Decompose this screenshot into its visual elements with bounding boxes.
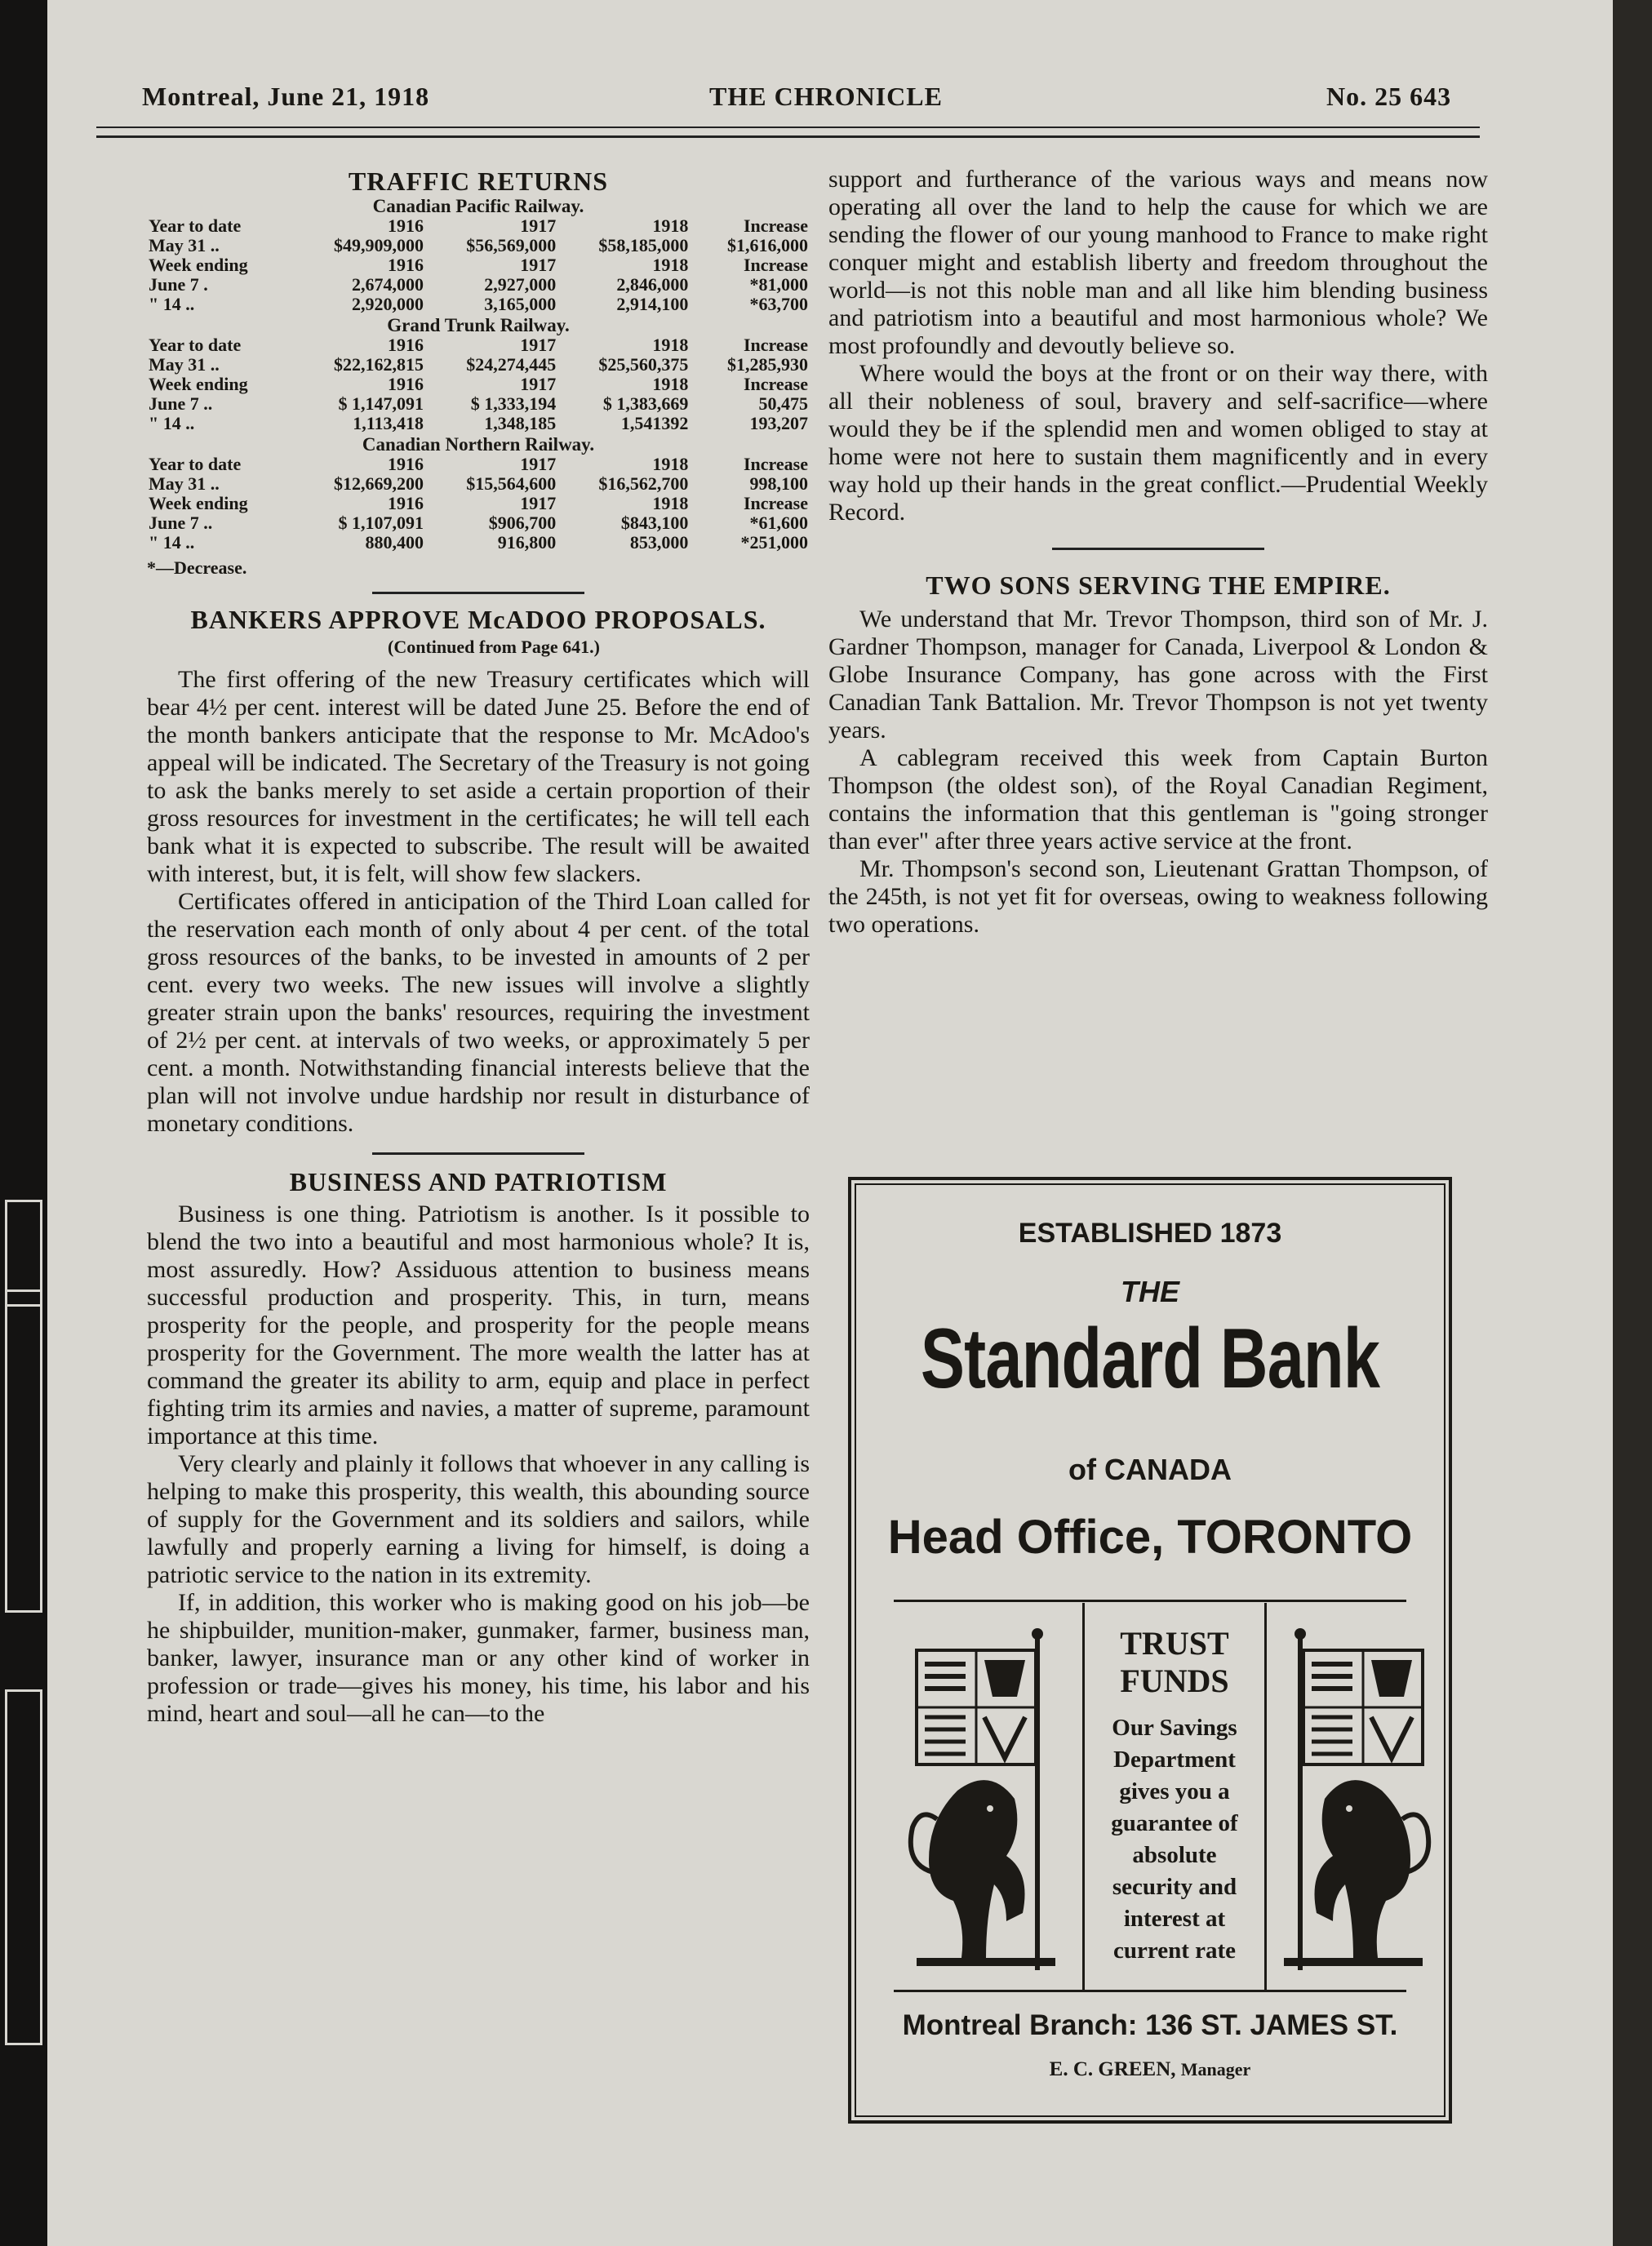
table-cell: May 31 .. [149,473,220,494]
table-cell: Increase [743,335,808,355]
ad-trust-line: interest at [1123,1906,1226,1932]
header-publication-title: THE CHRONICLE [709,82,943,111]
table-cell: *61,600 [749,513,808,533]
bankers-paragraph: Certificates offered in anticipation of the Third Loan called for the reservation each month of only about 4 per cent. of the total gross resources of the banks, to be invested in amounts of 2 per cent. every two weeks. The new issues will involve a slightly greater strain upon the banks' resources, requiring the investment of 2½ per cent. at intervals of two weeks, or approximately 5 per cent. a month. Notwithstanding financial interests believe that the plan will not involve undue hardship nor result in disturbance of monetary conditions. [147,888,810,1137]
lion-flag-crest-icon [900,1627,1064,1978]
ad-established: ESTABLISHED 1873 [1018,1218,1282,1249]
table-cell: $16,562,700 [598,473,689,494]
table-cell: Year to date [149,335,242,355]
binding-gutter [0,0,47,2246]
table-cell: " 14 .. [149,413,195,433]
ad-trust-line: TRUST [1120,1625,1229,1662]
table-cell: 853,000 [629,532,689,553]
ad-manager-title: Manager [1180,2059,1251,2080]
table-cell: 1918 [652,493,689,513]
two-sons-paragraph: We understand that Mr. Trevor Thompson, third son of Mr. J. Gardner Thompson, manager for Canada, Liverpool & London & Globe Insurance Company, has gone across with the First Canadian Tank Battalion. Mr. Trevor Thompson is not yet twenty years. [828,606,1488,743]
table-cell: $906,700 [488,513,557,533]
ad-trust-heading [1082,1625,1267,1700]
table-cell: 1,113,418 [353,413,424,433]
table-row [147,275,810,295]
ad-bank-name: Standard Bank [920,1312,1380,1406]
header-rule [96,127,1480,138]
table-cell: 2,674,000 [351,274,424,295]
table-cell: 1916 [387,493,424,513]
table-cell: 1918 [652,374,689,394]
table-cell: Increase [743,374,808,394]
table-cell: 998,100 [749,473,808,494]
ad-trust-body [1082,1712,1267,1967]
table-cell: 193,207 [749,413,808,433]
table-cell: 2,914,100 [616,294,689,314]
table-cell: 1,348,185 [484,413,557,433]
table-cell: Week ending [149,374,248,394]
table-cell: $25,560,375 [598,354,689,375]
ad-trust-line: FUNDS [1120,1662,1229,1699]
table-cell: 1917 [520,493,557,513]
business-continuation: support and furtherance of the various ways and means now operating all over the land to help the cause for which we are sending the flower of our young manhood to France to make right conquer might and establish liberty and freedom throughout the world—is not this noble man and all like him blending business and patriotism into a beautiful and most harmonious whole? We most profoundly and devoutly believe so. [828,166,1488,359]
table-cell: $49,909,000 [333,235,424,255]
table-cell: Increase [743,255,808,275]
table-cell: May 31 .. [149,354,220,375]
table-cell: 880,400 [365,532,424,553]
table-cell: $12,669,200 [333,473,424,494]
table-cell: $1,285,930 [727,354,808,375]
ad-trust-line: guarantee of [1111,1810,1238,1836]
business-continuation: Where would the boys at the front or on their way there, with all their nobleness of soul, bravery and self-sacrifice—where would they be if the splendid men and women obliged to stay at home were not here to sustain them magnificently and in every way hold up their hands in the great conflict.—Prudential Weekly Record. [828,360,1488,526]
ad-rule [894,1990,1406,1992]
table-cell: May 31 .. [149,235,220,255]
table-cell: $ 1,107,091 [338,513,424,533]
table-cell: $56,569,000 [466,235,557,255]
table-cell: Week ending [149,493,248,513]
table-row [147,394,810,414]
two-sons-paragraph: A cablegram received this week from Captain Burton Thompson (the oldest son), of the Royal Canadian Regiment, contains the information that this gentleman is "going stronger than ever" after three years active service at the front. [828,744,1488,854]
table-row [147,513,810,533]
table-cell: Increase [743,454,808,474]
table-cell: 1917 [520,374,557,394]
table-cell: " 14 .. [149,294,195,314]
header-dateline: Montreal, June 21, 1918 [142,82,430,111]
table-cell: " 14 .. [149,532,195,553]
table-row [147,474,810,494]
table-row [147,455,810,474]
table-row [147,236,810,255]
ad-trust-line: Our Savings [1112,1715,1237,1741]
table-cell: $15,564,600 [466,473,557,494]
table-cell: $843,100 [620,513,689,533]
table-cell: Year to date [149,215,242,236]
ad-trust-line: absolute [1132,1842,1217,1868]
table-row [147,295,810,314]
railway-name: Grand Trunk Railway. [387,315,570,335]
table-cell: June 7 .. [149,513,213,533]
right-column [828,166,1488,939]
table-cell: $22,162,815 [333,354,424,375]
table-cell: 1916 [387,215,424,236]
ad-the: THE [1121,1275,1179,1308]
bankers-title: BANKERS APPROVE McADOO PROPOSALS. [190,605,766,634]
two-sons-title: TWO SONS SERVING THE EMPIRE. [926,570,1391,600]
table-cell: 2,846,000 [616,274,689,295]
table-cell: June 7 . [149,274,208,295]
table-cell: 2,927,000 [484,274,557,295]
table-cell: 1918 [652,215,689,236]
page-right-edge [1613,0,1652,2246]
business-paragraph: If, in addition, this worker who is making good on his job—be he shipbuilder, munition-maker, gunmaker, farmer, business man, banker, lawyer, insurance man or any other kind of worker in profession or trade—gives his money, his time, his labor and his mind, heart and soul—all he can—to the [147,1589,810,1727]
table-cell: 1918 [652,335,689,355]
table-cell: 3,165,000 [484,294,557,314]
table-row [147,255,810,275]
table-row [147,494,810,513]
ad-rule [894,1600,1406,1602]
table-cell: Week ending [149,255,248,275]
ad-trust-line: Department [1113,1747,1236,1773]
ad-trust-line: security and [1112,1874,1237,1900]
table-cell: $ 1,147,091 [338,393,424,414]
railway-name: Canadian Northern Railway. [362,434,595,455]
table-cell: 1916 [387,454,424,474]
table-cell: $24,274,445 [466,354,557,375]
section-divider [1052,548,1264,550]
left-column [147,167,810,1728]
table-cell: $ 1,383,669 [602,393,689,414]
table-cell: $58,185,000 [598,235,689,255]
table-cell: $1,616,000 [727,235,808,255]
bankers-paragraph: The first offering of the new Treasury certificates which will bear 4½ per cent. interest will be dated June 25. Before the end of the month bankers anticipate that the response to Mr. McAdoo's appeal will be indicated. The Secretary of the Treasury is not going to ask the banks merely to set aside a certain proportion of their gross resources for investment in the certificates; he will tell each bank what it is expected to subscribe. The result will be awaited with interest, but, it is felt, will show few slackers. [147,666,810,887]
table-row [147,533,810,553]
table-cell: 916,800 [497,532,557,553]
table-cell: 1,541392 [620,413,689,433]
table-row [147,375,810,394]
header-page-number: No. 25 643 [1326,82,1452,111]
page-edge-tab [5,1289,42,1613]
table-cell: 1917 [520,215,557,236]
section-divider [372,592,584,594]
traffic-returns-table [147,195,810,553]
ad-trust-line: current rate [1112,1938,1237,1964]
table-row [147,355,810,375]
table-row [147,216,810,236]
table-cell: June 7 .. [149,393,213,414]
ad-head-office: Head Office, TORONTO [887,1511,1413,1564]
ad-branch-address: Montreal Branch: 136 ST. JAMES ST. [902,2009,1398,2041]
ad-manager-name: E. C. GREEN, [1049,2058,1176,2080]
business-paragraph: Business is one thing. Patriotism is another. Is it possible to blend the two into a beautiful and most harmonious whole? It is, most assuredly. How? Assiduous attention to business means successful production and prosperity. This, in turn, means prosperity for the people, and prosperity for the people means prosperity for the Government. The more wealth the latter has at command the greater its ability to arm, equip and place in perfect fighting trim its armies and navies, a matter of supreme, paramount importance at this time. [147,1201,810,1449]
table-cell: *81,000 [749,274,808,295]
table-cell: *63,700 [749,294,808,314]
table-row [147,335,810,355]
table-cell: 1917 [520,255,557,275]
business-paragraph: Very clearly and plainly it follows that whoever in any calling is helping to make this prosperity, this wealth, this abounding source of supply for the Government and its soldiers and sailors, while lawfully and properly earning a living for himself, is doing a patriotic service to the nation in its extremity. [147,1450,810,1588]
table-cell: 1917 [520,335,557,355]
table-cell: 1916 [387,374,424,394]
table-cell: 1918 [652,454,689,474]
table-cell: 2,920,000 [351,294,424,314]
ad-trust-line: gives you a [1119,1778,1230,1804]
table-cell: 1918 [652,255,689,275]
table-cell: *251,000 [740,532,808,553]
table-cell: Year to date [149,454,242,474]
table-row [147,414,810,433]
table-cell: $ 1,333,194 [470,393,557,414]
ad-manager [851,2058,1449,2081]
table-cell: 1916 [387,255,424,275]
business-title: BUSINESS AND PATRIOTISM [289,1167,668,1196]
table-cell: 1917 [520,454,557,474]
section-divider [372,1152,584,1155]
ad-of-canada: of CANADA [1068,1453,1232,1486]
lion-flag-crest-icon [1276,1627,1439,1978]
standard-bank-advertisement [848,1177,1452,2124]
bankers-continued-note: (Continued from Page 641.) [388,637,600,657]
table-cell: 50,475 [758,393,808,414]
table-cell: Increase [743,215,808,236]
two-sons-paragraph: Mr. Thompson's second son, Lieutenant Grattan Thompson, of the 245th, is not yet fit for overseas, owing to weakness following two operations. [828,855,1488,938]
traffic-footnote: *—Decrease. [147,557,247,578]
traffic-returns-title: TRAFFIC RETURNS [348,166,609,196]
railway-name: Canadian Pacific Railway. [372,196,584,216]
table-cell: Increase [743,493,808,513]
table-cell: 1916 [387,335,424,355]
page-edge-tab [5,1689,42,2045]
